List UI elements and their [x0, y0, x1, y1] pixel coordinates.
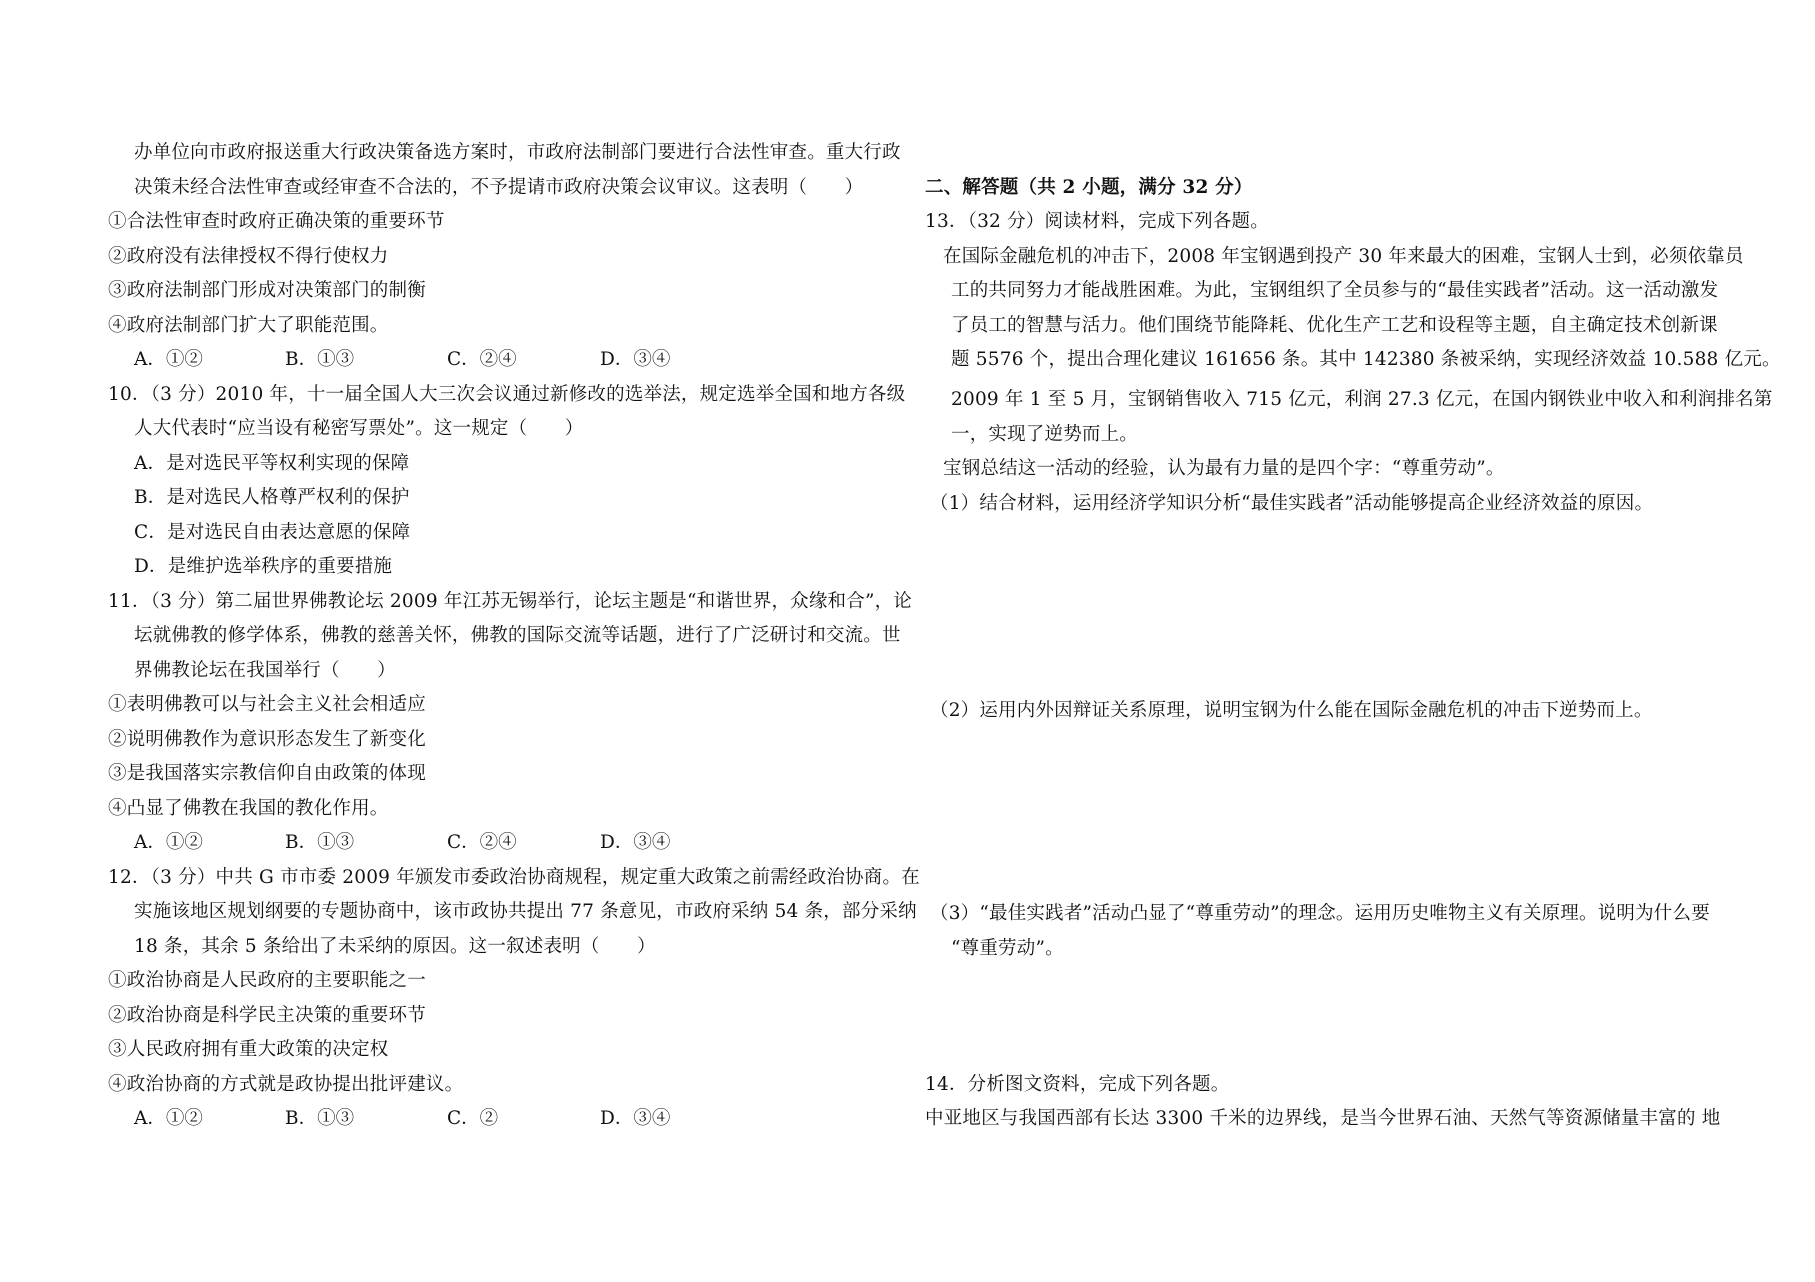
q13-material-line-5: 2009 年 1 至 5 月，宝钢销售收入 715 亿元，利润 27.3 亿元，在国内钢铁业中收入和利润排名第	[951, 389, 1773, 410]
q13-material-line-6: 一，实现了逆势而上。	[951, 424, 1139, 445]
q11-stem-line-2: 坛就佛教的修学体系，佛教的慈善关怀，佛教的国际交流等话题，进行了广泛研讨和交流。世	[134, 625, 901, 646]
q9-option-b: B．①③	[285, 349, 355, 370]
q12-item-2: ②政治协商是科学民主决策的重要环节	[108, 1005, 426, 1026]
q9-option-c: C．②④	[447, 349, 517, 370]
q11-item-4: ④凸显了佛教在我国的教化作用。	[108, 798, 389, 819]
q11-item-3: ③是我国落实宗教信仰自由政策的体现	[108, 763, 426, 784]
q9-item-2: ②政府没有法律授权不得行使权力	[108, 246, 389, 267]
q13-material-line-3: 了员工的智慧与活力。他们围绕节能降耗、优化生产工艺和设程等主题，自主确定技术创新课	[951, 315, 1718, 336]
q14-text-line-1: 中亚地区与我国西部有长达 3300 千米的边界线，是当今世界石油、天然气等资源储量丰富的 地	[925, 1108, 1721, 1129]
q9-stem-line-2: 决策未经合法性审查或经审查不合法的，不予提请市政府决策会议审议。这表明（ ）	[134, 177, 864, 198]
q13-material-line-1: 在国际金融危机的冲击下，2008 年宝钢遇到投产 30 年来最大的困难，宝钢人士到，必须依靠员	[943, 246, 1744, 267]
q13-subquestion-3-line-1: （3）“最佳实践者”活动凸显了“尊重劳动”的理念。运用历史唯物主义有关原理。说明为什么要	[930, 903, 1710, 924]
q9-item-1: ①合法性审查时政府正确决策的重要环节	[108, 211, 445, 232]
q9-item-3: ③政府法制部门形成对决策部门的制衡	[108, 280, 426, 301]
q11-item-1: ①表明佛教可以与社会主义社会相适应	[108, 694, 426, 715]
q13-subquestion-1: （1）结合材料，运用经济学知识分析“最佳实践者”活动能够提高企业经济效益的原因。	[930, 493, 1654, 514]
q10-stem-line-1: 10．（3 分）2010 年，十一届全国人大三次会议通过新修改的选举法，规定选举全国和地方各级	[108, 384, 906, 405]
q11-stem-line-1: 11．（3 分）第二届世界佛教论坛 2009 年江苏无锡举行，论坛主题是“和谐世界，众缘和合”，论	[108, 591, 913, 612]
q14-heading: 14．分析图文资料，完成下列各题。	[925, 1074, 1230, 1095]
q13-subquestion-3-line-2: “尊重劳动”。	[951, 938, 1064, 959]
q12-stem-line-2: 实施该地区规划纲要的专题协商中，该市政协共提出 77 条意见，市政府采纳 54 条，部分采纳	[134, 901, 917, 922]
q11-option-b: B．①③	[285, 832, 355, 853]
q13-material-line-4: 题 5576 个，提出合理化建议 161656 条。其中 142380 条被采纳，实现经济效益 10.588 亿元。	[951, 349, 1781, 370]
q10-option-d: D．是维护选举秩序的重要措施	[134, 556, 393, 577]
q10-option-a: A．是对选民平等权利实现的保障	[134, 453, 410, 474]
q13-material-line-7: 宝钢总结这一活动的经验，认为最有力量的是四个字：“尊重劳动”。	[943, 458, 1505, 479]
q9-option-d: D．③④	[600, 349, 671, 370]
q9-stem-line-1: 办单位向市政府报送重大行政决策备选方案时，市政府法制部门要进行合法性审查。重大行政	[134, 142, 901, 163]
q9-option-a: A．①②	[134, 349, 203, 370]
q10-option-b: B．是对选民人格尊严权利的保护	[134, 487, 410, 508]
q10-option-c: C．是对选民自由表达意愿的保障	[134, 522, 411, 543]
q13-heading: 13．（32 分）阅读材料，完成下列各题。	[925, 211, 1269, 232]
q9-item-4: ④政府法制部门扩大了职能范围。	[108, 315, 389, 336]
q12-stem-line-1: 12．（3 分）中共 G 市市委 2009 年颁发市委政治协商规程，规定重大政策之前需经政治协商。在	[108, 867, 920, 888]
q13-subquestion-2: （2）运用内外因辩证关系原理，说明宝钢为什么能在国际金融危机的冲击下逆势而上。	[930, 700, 1653, 721]
q11-option-a: A．①②	[134, 832, 203, 853]
q11-item-2: ②说明佛教作为意识形态发生了新变化	[108, 729, 426, 750]
section-title: 二、解答题（共 2 小题，满分 32 分）	[925, 177, 1253, 198]
q12-stem-line-3: 18 条，其余 5 条给出了未采纳的原因。这一叙述表明（ ）	[134, 936, 656, 957]
q11-option-c: C．②④	[447, 832, 517, 853]
q12-item-4: ④政治协商的方式就是政协提出批评建议。	[108, 1074, 464, 1095]
q12-option-a: A．①②	[134, 1108, 203, 1129]
q10-stem-line-2: 人大代表时“应当设有秘密写票处”。这一规定（ ）	[134, 418, 584, 439]
q11-stem-line-3: 界佛教论坛在我国举行（ ）	[134, 660, 396, 681]
q13-material-line-2: 工的共同努力才能战胜困难。为此，宝钢组织了全员参与的“最佳实践者”活动。这一活动激发	[951, 280, 1719, 301]
q12-option-b: B．①③	[285, 1108, 355, 1129]
q11-option-d: D．③④	[600, 832, 671, 853]
q12-option-d: D．③④	[600, 1108, 671, 1129]
q12-option-c: C．②	[447, 1108, 499, 1129]
q12-item-3: ③人民政府拥有重大政策的决定权	[108, 1039, 389, 1060]
q12-item-1: ①政治协商是人民政府的主要职能之一	[108, 970, 426, 991]
